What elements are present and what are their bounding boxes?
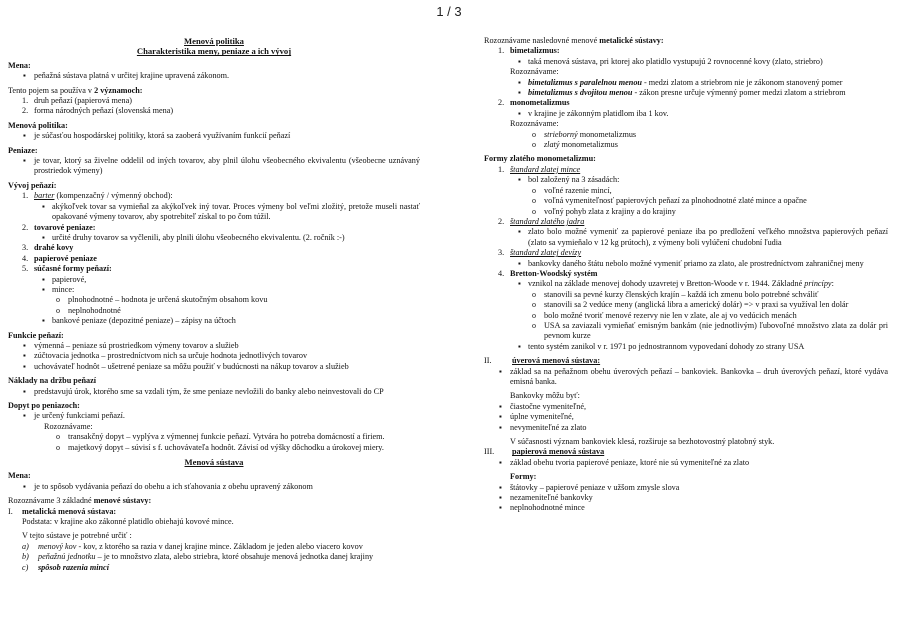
doc-subtitle: Charakteristika meny, peniaze a ich vývoj bbox=[136, 46, 292, 57]
list-item: 1. štandard zlatej mince bbox=[498, 164, 581, 174]
list-item: o zlatý monometalizmus bbox=[484, 140, 888, 150]
list-item: ▪ čiastočne vymeniteľné, bbox=[484, 402, 888, 412]
doc-title: Menová politika bbox=[184, 36, 244, 46]
list-item: ▪ zúčtovacia jednotka – prostredníctvom nich sa určuje hodnota jednotlivých tovarov bbox=[8, 351, 420, 361]
list-item: ▪ mince: bbox=[8, 285, 420, 295]
list-item: ▪ určité druhy tovarov sa vyčlenili, aby plnili úlohu všeobecného ekvivalentu. (2. ročník :-) bbox=[8, 233, 420, 243]
sucasnost-text: V súčasnosti význam bankoviek klesá, rozširuje sa bezhotovostný platobný styk. bbox=[510, 437, 775, 447]
list-item: ▪ akýkoľvek tovar sa vymieňal za akýkoľvek iný tovar. Proces výmeny bol veľmi zložitý, pretože museli nastať opakované výmeny tovarov, aby spotrebiteľ získal to po čom túžil. bbox=[8, 202, 420, 223]
list-item: 1. bimetalizmus: bbox=[498, 46, 560, 56]
bankovky-label: Bankovky môžu byť: bbox=[510, 391, 580, 401]
list-item: 2. monometalizmus bbox=[498, 98, 570, 108]
list-item: ▪ bol založený na 3 zásadách: bbox=[484, 175, 888, 185]
list-item: ▪ nevymeniteľné za zlato bbox=[484, 423, 888, 433]
list-item: ▪ peňažná sústava platná v určitej krajine upravená zákonom. bbox=[8, 71, 420, 81]
rozoznavame-label: Rozoznávame: bbox=[44, 421, 93, 431]
mena-heading: Mena: bbox=[8, 60, 31, 70]
potrebne-text: V tejto sústave je potrebné určiť : bbox=[22, 531, 132, 541]
list-item: 4. papierové peniaze bbox=[22, 253, 97, 263]
list-item: 1. barter (kompenzačný / výmenný obchod): bbox=[22, 191, 173, 201]
list-item: ▪ taká menová sústava, pri ktorej ako platidlo vystupujú 2 rovnocenné kovy (zlato, striebro) bbox=[484, 57, 888, 67]
rozoz3-text: Rozoznávame 3 základné menové sústavy: bbox=[8, 496, 152, 506]
politika-heading: Menová politika: bbox=[8, 120, 68, 130]
vyvoj-heading: Vývoj peňazí: bbox=[8, 180, 57, 190]
list-item: b) peňažnú jednotku – je to množstvo zlata, alebo striebra, ktoré obsahuje menová jednotka danej krajiny bbox=[22, 552, 374, 562]
list-item: ▪ vznikol na základe menovej dohody uzavretej v Bretton-Woode v r. 1944. Základné princípy: bbox=[484, 279, 888, 289]
left-column bbox=[8, 36, 420, 573]
list-item: ▪ nezameniteľné bankovky bbox=[484, 493, 888, 503]
list-item: o voľný pohyb zlata z krajiny a do krajiny bbox=[484, 207, 888, 217]
list-item: o transakčný dopyt – vyplýva z výmennej funkcie peňazí. Vytvára ho potreba domácností a firiem. bbox=[8, 432, 420, 442]
list-item: ▪ uchovávateľ hodnôt – ušetrené peniaze sa môžu použiť v budúcnosti na nákup tovarov a služieb bbox=[8, 362, 420, 372]
list-item: o plnohodnotné – hodnota je určená skutočným obsahom kovu bbox=[8, 295, 420, 305]
list-item: ▪ v krajine je zákonným platidlom iba 1 kov. bbox=[484, 109, 888, 119]
podstata-text: Podstata: v krajine ako zákonné platidlo obiehajú kovové mince. bbox=[22, 517, 234, 527]
formy-heading: Formy: bbox=[510, 472, 537, 482]
naklady-heading: Náklady na držbu peňazí bbox=[8, 376, 97, 386]
list-item: ▪ predstavujú úrok, ktorého sme sa vzdali tým, že sme peniaze nevložili do banky alebo neinvestovali do CP bbox=[8, 387, 420, 397]
list-item: 3. drahé kovy bbox=[22, 243, 74, 253]
list-item: ▪ základ sa na peňažnom obehu úverových peňazí – bankoviek. Bankovka – druh úverových peňazí, ktoré vydáva emisná banka. bbox=[484, 367, 888, 388]
list-item: 2. tovarové peniaze: bbox=[22, 222, 96, 232]
list-item: o USA sa zaviazali vymieňať emisným bankám (nie jednotlivým) ľubovoľné množstvo zlata za dolár pri pevnom kurze bbox=[484, 321, 888, 342]
rozoznavame-label: Rozoznávame: bbox=[510, 119, 559, 129]
list-item: ▪ je súčasťou hospodárskej politiky, ktorá sa zaoberá využívaním funkcií peňazí bbox=[8, 131, 420, 141]
roman-item: II. úverová menová sústava: bbox=[484, 356, 601, 366]
list-item: 2. štandard zlatého jadra bbox=[498, 216, 585, 226]
list-item: o majetkový dopyt – súvisí s f. uchovávateľa hodnôt. Závisí od výšky dôchodku a úrokovej miery. bbox=[8, 443, 420, 453]
page-indicator: 1 / 3 bbox=[436, 4, 462, 19]
list-item: ▪ tento systém zanikol v r. 1971 po jednostrannom vypovedaní dohody zo strany USA bbox=[484, 342, 888, 352]
list-item: ▪ papierové, bbox=[8, 275, 420, 285]
intro-text: Rozoznávame nasledovné menové metalické sústavy: bbox=[484, 36, 664, 45]
list-item: o bolo možné tvoriť menové rezervy nie len v zlate, ale aj vo vedúcich menách bbox=[484, 311, 888, 321]
roman-item: III. papierová menová sústava bbox=[484, 447, 605, 457]
list-item: 5. súčasné formy peňazí: bbox=[22, 264, 112, 274]
funkcie-heading: Funkcie peňazí: bbox=[8, 330, 64, 340]
list-item: ▪ bimetalizmus s paralelnou menou - medzi zlatom a striebrom nie je zákonom stanovený pomer bbox=[484, 78, 888, 88]
list-item: ▪ základ obehu tvoria papierové peniaze, ktoré nie sú vymeniteľné za zlato bbox=[484, 458, 888, 468]
list-item: ▪ výmenná – peniaze sú prostriedkom výmeny tovarov a služieb bbox=[8, 341, 420, 351]
mena2-heading: Mena: bbox=[8, 471, 31, 481]
list-item: ▪ úplne vymeniteľné, bbox=[484, 412, 888, 422]
section-title: Menová sústava bbox=[184, 457, 244, 468]
list-item: ▪ štátovky – papierové peniaze v užšom zmysle slova bbox=[484, 483, 888, 493]
list-item: o voľné razenie mincí, bbox=[484, 186, 888, 196]
list-item: o voľná vymeniteľnosť papierových peňazí za plnohodnotné zlaté mince a opačne bbox=[484, 196, 888, 206]
list-item: ▪ neplnohodnotné mince bbox=[484, 503, 888, 513]
list-item: a) menový kov - kov, z ktorého sa razia v danej krajine mince. Základom je jeden alebo viacero kovov bbox=[22, 541, 363, 551]
list-item: 4. Bretton-Woodský systém bbox=[498, 268, 598, 278]
list-item: o neplnohodnotné bbox=[8, 306, 420, 316]
list-item: ▪ je tovar, ktorý sa živelne oddelil od iných tovarov, aby plnil úlohu všeobecného ekvivalentu (všeobecne uznávaný prostriedok výmeny) bbox=[8, 156, 420, 177]
peniaze-heading: Peniaze: bbox=[8, 145, 38, 155]
list-item: o strieborný monometalizmus bbox=[484, 130, 888, 140]
rozoznavame-label: Rozoznávame: bbox=[510, 67, 559, 77]
list-item: 1. druh peňazí (papierová mena) bbox=[22, 96, 132, 106]
viewer-toolbar bbox=[0, 0, 898, 24]
list-item: ▪ je určený funkciami peňazí. bbox=[8, 411, 420, 421]
list-item: c) spôsob razenia mincí bbox=[22, 562, 109, 572]
list-item: ▪ zlato bolo možné vymeniť za papierové peniaze iba po predložení veľkého množstva papierových peňazí (zlato sa vymieňalo v 12 kg prútoch), z výmeny boli vylúčení chudobní ľudia bbox=[484, 227, 888, 248]
list-item: ▪ bankovky daného štátu nebolo možné vymeniť priamo za zlato, ale prostredníctvom zahraničnej meny bbox=[484, 259, 888, 269]
list-item: ▪ bankové peniaze (depozitné peniaze) – zápisy na účtoch bbox=[8, 316, 420, 326]
formy-zlateho-heading: Formy zlatého monometalizmu: bbox=[484, 154, 596, 164]
pojem-text: Tento pojem sa používa v 2 významoch: bbox=[8, 85, 143, 95]
roman-item: I. metalická menová sústava: bbox=[8, 506, 117, 516]
list-item: o stanovili sa pevné kurzy členských krajín – každá ich zmenu bolo potrebné schváliť bbox=[484, 290, 888, 300]
right-column bbox=[484, 36, 888, 514]
dopyt-heading: Dopyt po peniazoch: bbox=[8, 401, 80, 410]
list-item: 2. forma národných peňazí (slovenská mena) bbox=[22, 106, 174, 116]
list-item: o stanovili sa 2 vedúce meny (anglická libra a americký dolár) => v praxi sa využíval len dolár bbox=[484, 300, 888, 310]
list-item: ▪ bimetalizmus s dvojitou menou - zákon presne určuje výmenný pomer medzi zlatom a striebrom bbox=[484, 88, 888, 98]
list-item: 3. štandard zlatej devízy bbox=[498, 248, 582, 258]
list-item: ▪ je to spôsob vydávania peňazí do obehu a ich sťahovania z obehu upravený zákonom bbox=[8, 482, 420, 492]
